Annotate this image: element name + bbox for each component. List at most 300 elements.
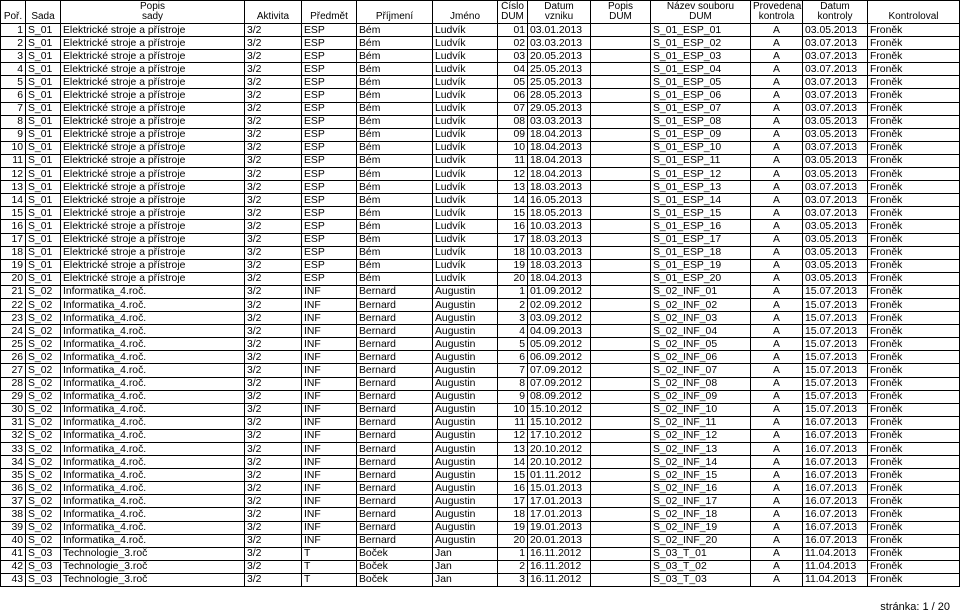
table-cell: Froněk <box>868 560 960 573</box>
table-cell: 09 <box>498 128 528 141</box>
column-header <box>651 1 751 24</box>
table-row <box>1 351 960 364</box>
table-cell: Froněk <box>868 233 960 246</box>
table-cell: Bernard <box>357 534 433 547</box>
table-cell: Bém <box>357 128 433 141</box>
table-cell: Bém <box>357 246 433 259</box>
table-cell: 3/2 <box>245 154 302 167</box>
table-cell <box>591 154 651 167</box>
table-cell: 28.05.2013 <box>528 89 591 102</box>
table-cell: S_02_INF_04 <box>651 325 751 338</box>
table-cell: 10 <box>498 141 528 154</box>
table-cell: Froněk <box>868 181 960 194</box>
table-cell: Ludvík <box>433 102 498 115</box>
table-cell: S_01_ESP_01 <box>651 24 751 37</box>
table-cell: 16.07.2013 <box>803 521 868 534</box>
table-cell: Froněk <box>868 194 960 207</box>
table-cell <box>591 285 651 298</box>
table-cell: 38 <box>1 508 26 521</box>
table-cell: S_01 <box>26 24 61 37</box>
table-cell: S_02 <box>26 482 61 495</box>
table-cell: Ludvík <box>433 24 498 37</box>
table-cell <box>591 76 651 89</box>
table-cell: Froněk <box>868 220 960 233</box>
table-cell: Froněk <box>868 443 960 456</box>
table-cell: S_02 <box>26 377 61 390</box>
table-cell: 03.07.2013 <box>803 89 868 102</box>
table-cell: 3/2 <box>245 495 302 508</box>
table-row <box>1 573 960 586</box>
table-cell: 03.07.2013 <box>803 76 868 89</box>
table-cell: 3/2 <box>245 115 302 128</box>
table-row <box>1 456 960 469</box>
table-cell: Bernard <box>357 469 433 482</box>
table-cell: Froněk <box>868 547 960 560</box>
table-cell: Augustin <box>433 443 498 456</box>
table-cell: Bernard <box>357 429 433 442</box>
table-row <box>1 534 960 547</box>
table-cell: S_02 <box>26 443 61 456</box>
table-cell <box>591 181 651 194</box>
table-cell: 3/2 <box>245 89 302 102</box>
table-cell: Augustin <box>433 298 498 311</box>
table-cell <box>591 390 651 403</box>
table-cell: 3/2 <box>245 534 302 547</box>
table-cell: Ludvík <box>433 259 498 272</box>
table-cell: 15 <box>1 207 26 220</box>
table-cell <box>591 482 651 495</box>
table-cell: A <box>751 141 803 154</box>
table-cell: 17 <box>498 495 528 508</box>
table-cell: 26 <box>1 351 26 364</box>
table-cell: Froněk <box>868 154 960 167</box>
table-cell: T <box>302 547 357 560</box>
table-cell: S_02_INF_08 <box>651 377 751 390</box>
table-row <box>1 364 960 377</box>
table-cell: S_02_INF_15 <box>651 469 751 482</box>
table-cell: Informatika_4.roč. <box>61 443 245 456</box>
table-cell: Augustin <box>433 469 498 482</box>
table-cell: A <box>751 181 803 194</box>
table-cell <box>591 272 651 285</box>
table-cell: Jan <box>433 560 498 573</box>
table-row <box>1 89 960 102</box>
table-row <box>1 508 960 521</box>
table-cell: Ludvík <box>433 115 498 128</box>
table-cell: 03.07.2013 <box>803 141 868 154</box>
table-cell: 15.07.2013 <box>803 377 868 390</box>
table-cell: 22 <box>1 298 26 311</box>
table-cell: 15.07.2013 <box>803 298 868 311</box>
table-cell: 13 <box>498 443 528 456</box>
table-cell: Froněk <box>868 469 960 482</box>
table-cell: Froněk <box>868 390 960 403</box>
table-cell: 14 <box>498 194 528 207</box>
table-cell: 30 <box>1 403 26 416</box>
table-cell <box>591 338 651 351</box>
table-cell: 02 <box>498 37 528 50</box>
table-cell: Ludvík <box>433 207 498 220</box>
table-cell: 3/2 <box>245 50 302 63</box>
table-row <box>1 141 960 154</box>
table-cell: Froněk <box>868 24 960 37</box>
table-cell: S_02_INF_06 <box>651 351 751 364</box>
table-cell: A <box>751 128 803 141</box>
table-cell: S_01_ESP_04 <box>651 63 751 76</box>
column-header <box>302 1 357 24</box>
column-header <box>868 1 960 24</box>
table-cell: Augustin <box>433 403 498 416</box>
table-cell: 16.07.2013 <box>803 482 868 495</box>
table-cell: 16 <box>1 220 26 233</box>
table-cell: 29.05.2013 <box>528 102 591 115</box>
table-cell: 03.07.2013 <box>803 181 868 194</box>
table-cell: S_02 <box>26 325 61 338</box>
table-cell: 15.07.2013 <box>803 338 868 351</box>
header-row <box>1 1 960 24</box>
table-cell: 16.05.2013 <box>528 194 591 207</box>
table-cell: 03.05.2013 <box>803 272 868 285</box>
table-cell: Bém <box>357 154 433 167</box>
table-cell: Elektrické stroje a přístroje <box>61 128 245 141</box>
table-cell: Technologie_3.roč <box>61 547 245 560</box>
table-cell: Froněk <box>868 377 960 390</box>
table-cell: S_02_INF_13 <box>651 443 751 456</box>
table-cell <box>591 547 651 560</box>
table-cell: Bém <box>357 181 433 194</box>
table-cell: 06.09.2012 <box>528 351 591 364</box>
table-cell: ESP <box>302 207 357 220</box>
table-cell: Technologie_3.roč <box>61 560 245 573</box>
table-cell: ESP <box>302 102 357 115</box>
table-cell <box>591 141 651 154</box>
table-cell: 28 <box>1 377 26 390</box>
table-cell: 43 <box>1 573 26 586</box>
table-cell: A <box>751 115 803 128</box>
table-cell: 2 <box>498 560 528 573</box>
table-cell: Elektrické stroje a přístroje <box>61 168 245 181</box>
table-cell: 9 <box>498 390 528 403</box>
table-cell: Bernard <box>357 443 433 456</box>
table-cell: Informatika_4.roč. <box>61 416 245 429</box>
column-header <box>245 1 302 24</box>
table-cell: Informatika_4.roč. <box>61 325 245 338</box>
table-cell: A <box>751 298 803 311</box>
table-cell: 3/2 <box>245 194 302 207</box>
table-cell: Augustin <box>433 390 498 403</box>
table-cell: 20.10.2012 <box>528 443 591 456</box>
table-cell: 16 <box>498 220 528 233</box>
table-cell: S_02 <box>26 429 61 442</box>
table-cell: 03.05.2013 <box>803 220 868 233</box>
table-cell: S_01 <box>26 141 61 154</box>
table-cell <box>591 194 651 207</box>
table-cell: 7 <box>498 364 528 377</box>
table-cell: Boček <box>357 547 433 560</box>
table-cell: INF <box>302 429 357 442</box>
column-header-top: Provedena <box>753 1 802 12</box>
table-cell: Froněk <box>868 168 960 181</box>
table-cell: S_01 <box>26 63 61 76</box>
table-row <box>1 443 960 456</box>
table-cell: 3/2 <box>245 141 302 154</box>
table-cell: S_03 <box>26 573 61 586</box>
table-cell: Ludvík <box>433 246 498 259</box>
table-cell: A <box>751 63 803 76</box>
table-row <box>1 259 960 272</box>
table-cell: S_02_INF_18 <box>651 508 751 521</box>
table-cell: S_03_T_01 <box>651 547 751 560</box>
table-cell: 7 <box>1 102 26 115</box>
table-cell: Froněk <box>868 298 960 311</box>
table-cell: 18 <box>498 246 528 259</box>
table-cell <box>591 534 651 547</box>
column-header <box>61 1 245 24</box>
table-cell <box>591 377 651 390</box>
table-cell: S_01_ESP_18 <box>651 246 751 259</box>
table-cell: 15 <box>498 469 528 482</box>
table-cell: 16 <box>498 482 528 495</box>
table-cell: Bernard <box>357 521 433 534</box>
table-cell: 15.07.2013 <box>803 403 868 416</box>
table-cell: A <box>751 547 803 560</box>
table-cell: Froněk <box>868 456 960 469</box>
table-cell: Elektrické stroje a přístroje <box>61 89 245 102</box>
table-cell: Bernard <box>357 390 433 403</box>
table-cell <box>591 351 651 364</box>
table-cell: Bém <box>357 102 433 115</box>
table-row <box>1 50 960 63</box>
table-cell: 3/2 <box>245 403 302 416</box>
table-cell: Informatika_4.roč. <box>61 521 245 534</box>
table-row <box>1 482 960 495</box>
table-cell <box>591 259 651 272</box>
table-cell: Elektrické stroje a přístroje <box>61 220 245 233</box>
table-cell: S_01 <box>26 246 61 259</box>
table-cell: 19.01.2013 <box>528 521 591 534</box>
table-cell: 12 <box>498 429 528 442</box>
table-cell: 16.11.2012 <box>528 560 591 573</box>
table-cell: 11.04.2013 <box>803 547 868 560</box>
table-cell: S_01 <box>26 154 61 167</box>
table-cell: 9 <box>1 128 26 141</box>
table-row <box>1 168 960 181</box>
column-header-bottom: kontroly <box>817 11 853 22</box>
table-cell: S_01 <box>26 50 61 63</box>
table-cell: 32 <box>1 429 26 442</box>
table-cell: 03.07.2013 <box>803 63 868 76</box>
table-cell: S_01_ESP_12 <box>651 168 751 181</box>
table-cell: 3/2 <box>245 37 302 50</box>
table-row <box>1 429 960 442</box>
column-header-bottom: DUM <box>501 11 524 22</box>
table-cell: INF <box>302 508 357 521</box>
table-cell: Froněk <box>868 89 960 102</box>
table-cell: 04 <box>498 63 528 76</box>
table-cell: 3/2 <box>245 338 302 351</box>
table-cell: S_01 <box>26 76 61 89</box>
table-cell: S_02 <box>26 312 61 325</box>
table-row <box>1 115 960 128</box>
table-cell: A <box>751 194 803 207</box>
table-cell: S_01_ESP_10 <box>651 141 751 154</box>
table-cell: 6 <box>1 89 26 102</box>
column-header-top: Název souboru <box>666 1 735 12</box>
table-cell: 03.03.2013 <box>528 37 591 50</box>
table-cell <box>591 325 651 338</box>
table-cell <box>591 429 651 442</box>
column-header <box>433 1 498 24</box>
table-cell: 40 <box>1 534 26 547</box>
table-cell: A <box>751 508 803 521</box>
column-header-bottom: Aktivita <box>256 11 290 22</box>
table-cell: S_01_ESP_08 <box>651 115 751 128</box>
table-cell: Informatika_4.roč. <box>61 495 245 508</box>
table-cell: 5 <box>1 76 26 89</box>
table-row <box>1 377 960 390</box>
table-cell: 25.05.2013 <box>528 63 591 76</box>
table-cell: INF <box>302 534 357 547</box>
table-cell: Augustin <box>433 377 498 390</box>
table-cell: Boček <box>357 560 433 573</box>
table-cell: 25 <box>1 338 26 351</box>
table-cell: 3/2 <box>245 312 302 325</box>
table-cell: S_01 <box>26 220 61 233</box>
table-cell: INF <box>302 377 357 390</box>
table-cell: 42 <box>1 560 26 573</box>
column-header-bottom: Předmět <box>310 11 348 22</box>
table-row <box>1 285 960 298</box>
table-cell <box>591 469 651 482</box>
table-cell: 03.05.2013 <box>803 115 868 128</box>
table-cell: A <box>751 338 803 351</box>
table-cell <box>591 521 651 534</box>
table-cell: Elektrické stroje a přístroje <box>61 246 245 259</box>
table-cell: 25.05.2013 <box>528 76 591 89</box>
table-cell: S_01_ESP_06 <box>651 89 751 102</box>
table-cell: ESP <box>302 246 357 259</box>
table-cell: 16.07.2013 <box>803 495 868 508</box>
table-cell: S_01 <box>26 272 61 285</box>
table-cell: A <box>751 443 803 456</box>
table-cell: S_01_ESP_15 <box>651 207 751 220</box>
table-cell: Bernard <box>357 508 433 521</box>
table-cell: Ludvík <box>433 37 498 50</box>
table-cell: ESP <box>302 154 357 167</box>
table-cell: 3/2 <box>245 443 302 456</box>
column-header-bottom: DUM <box>689 11 712 22</box>
table-cell: 15.07.2013 <box>803 312 868 325</box>
table-cell: 3/2 <box>245 469 302 482</box>
table-cell: Ludvík <box>433 154 498 167</box>
table-cell: Boček <box>357 573 433 586</box>
table-cell: Bernard <box>357 285 433 298</box>
table-cell: S_02_INF_01 <box>651 285 751 298</box>
table-cell: A <box>751 482 803 495</box>
table-cell: Froněk <box>868 102 960 115</box>
table-cell: 3/2 <box>245 246 302 259</box>
table-cell: 15.10.2012 <box>528 416 591 429</box>
table-cell: Bém <box>357 207 433 220</box>
table-cell: 3/2 <box>245 416 302 429</box>
table-cell: Bernard <box>357 482 433 495</box>
table-cell: Ludvík <box>433 128 498 141</box>
table-cell: 17 <box>1 233 26 246</box>
table-cell: Bernard <box>357 312 433 325</box>
table-cell: 3/2 <box>245 259 302 272</box>
table-cell: 6 <box>498 351 528 364</box>
table-cell: S_01_ESP_03 <box>651 50 751 63</box>
table-cell: A <box>751 259 803 272</box>
table-cell: Froněk <box>868 128 960 141</box>
table-cell: 03 <box>498 50 528 63</box>
table-cell: Augustin <box>433 429 498 442</box>
table-cell: S_02_INF_20 <box>651 534 751 547</box>
table-cell: 18.04.2013 <box>528 168 591 181</box>
table-cell: Froněk <box>868 534 960 547</box>
table-cell: S_02_INF_14 <box>651 456 751 469</box>
table-cell: 3/2 <box>245 573 302 586</box>
table-cell: 3/2 <box>245 207 302 220</box>
table-cell: 15.07.2013 <box>803 325 868 338</box>
table-row <box>1 560 960 573</box>
table-cell: INF <box>302 403 357 416</box>
table-cell: Bém <box>357 141 433 154</box>
table-cell: 23 <box>1 312 26 325</box>
column-header <box>1 1 26 24</box>
table-cell: S_02_INF_02 <box>651 298 751 311</box>
table-cell: 8 <box>498 377 528 390</box>
table-cell: A <box>751 495 803 508</box>
table-cell: ESP <box>302 24 357 37</box>
table-cell: INF <box>302 298 357 311</box>
table-cell: 15.07.2013 <box>803 285 868 298</box>
table-cell: 1 <box>1 24 26 37</box>
table-cell: 3/2 <box>245 377 302 390</box>
table-cell: Elektrické stroje a přístroje <box>61 24 245 37</box>
table-cell: Augustin <box>433 364 498 377</box>
table-cell: S_01 <box>26 89 61 102</box>
table-cell: 18.04.2013 <box>528 128 591 141</box>
table-cell: 17.01.2013 <box>528 495 591 508</box>
table-cell: A <box>751 456 803 469</box>
table-cell: Froněk <box>868 115 960 128</box>
table-cell: Froněk <box>868 141 960 154</box>
table-cell: Bém <box>357 115 433 128</box>
table-cell: S_01_ESP_13 <box>651 181 751 194</box>
table-cell: 18.03.2013 <box>528 259 591 272</box>
table-cell: Informatika_4.roč. <box>61 508 245 521</box>
table-cell: 1 <box>498 547 528 560</box>
table-cell: Bernard <box>357 298 433 311</box>
table-cell: ESP <box>302 89 357 102</box>
table-header <box>1 1 960 24</box>
table-cell: S_02_INF_07 <box>651 364 751 377</box>
table-cell: 20 <box>1 272 26 285</box>
table-cell: Augustin <box>433 351 498 364</box>
table-cell <box>591 220 651 233</box>
table-cell: 24 <box>1 325 26 338</box>
table-cell: S_02 <box>26 416 61 429</box>
table-cell: Ludvík <box>433 50 498 63</box>
table-cell: Bém <box>357 89 433 102</box>
column-header-top: Popis <box>607 1 633 12</box>
table-cell <box>591 50 651 63</box>
table-cell: 20 <box>498 272 528 285</box>
table-cell: 11 <box>498 416 528 429</box>
table-cell: S_01 <box>26 115 61 128</box>
table-cell: 10.03.2013 <box>528 220 591 233</box>
